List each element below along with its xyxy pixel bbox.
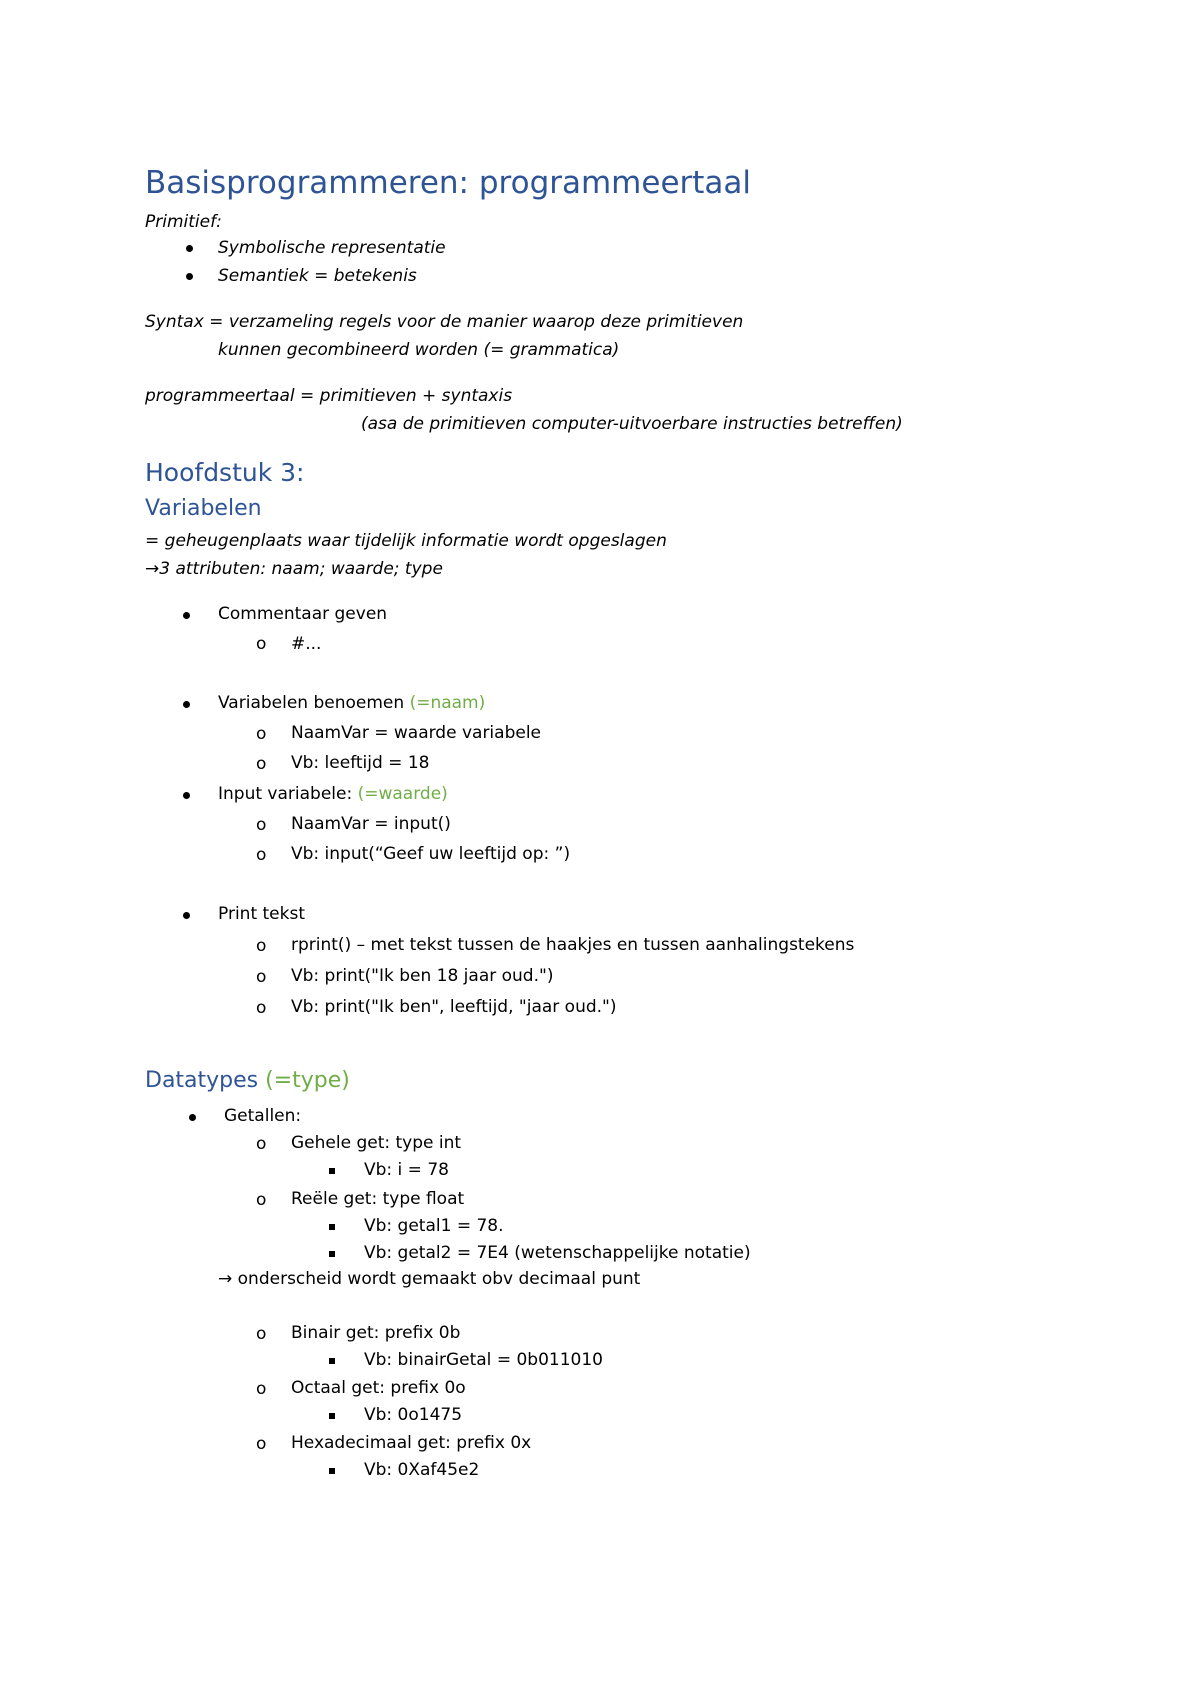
circle-bullet-icon: o xyxy=(256,1190,267,1210)
list-item: Commentaar geven xyxy=(218,604,388,624)
arrow-icon: → xyxy=(218,1269,233,1289)
list-item: #... xyxy=(291,634,322,654)
primitief-label: Primitief: xyxy=(145,212,222,232)
square-bullet-icon xyxy=(329,1468,335,1474)
section-heading: Variabelen xyxy=(145,496,262,521)
circle-bullet-icon: o xyxy=(256,1379,267,1399)
list-item: Vb: 0Xaf45e2 xyxy=(364,1460,480,1480)
programmeertaal-line: programmeertaal = primitieven + syntaxis xyxy=(145,386,513,406)
circle-bullet-icon: o xyxy=(256,998,267,1018)
variabelen-attributes: →3 attributen: naam; waarde; type xyxy=(145,559,443,579)
circle-bullet-icon: o xyxy=(256,1434,267,1454)
list-item: Variabelen benoemen (=naam) xyxy=(218,693,486,713)
circle-bullet-icon: o xyxy=(256,967,267,987)
bullet-icon xyxy=(186,245,193,252)
list-item: NaamVar = waarde variabele xyxy=(291,723,542,743)
list-item: Reële get: type float xyxy=(291,1189,465,1209)
bullet-icon xyxy=(189,1114,196,1121)
circle-bullet-icon: o xyxy=(256,754,267,774)
programmeertaal-line: (asa de primitieven computer-uitvoerbare instructies betreffen) xyxy=(361,414,903,434)
list-item: rprint() – met tekst tussen de haakjes en tussen aanhalingstekens xyxy=(291,935,855,955)
list-item: Vb: binairGetal = 0b011010 xyxy=(364,1350,603,1370)
list-item: NaamVar = input() xyxy=(291,814,451,834)
list-item: Vb: print("Ik ben 18 jaar oud.") xyxy=(291,966,554,986)
bullet-icon xyxy=(183,612,190,619)
list-item: Getallen: xyxy=(224,1106,302,1126)
circle-bullet-icon: o xyxy=(256,1324,267,1344)
circle-bullet-icon: o xyxy=(256,815,267,835)
square-bullet-icon xyxy=(329,1168,335,1174)
circle-bullet-icon: o xyxy=(256,845,267,865)
list-item: Semantiek = betekenis xyxy=(218,266,417,286)
chapter-heading: Hoofdstuk 3: xyxy=(145,458,305,487)
bullet-icon xyxy=(183,701,190,708)
square-bullet-icon xyxy=(329,1413,335,1419)
list-item: Vb: 0o1475 xyxy=(364,1405,463,1425)
circle-bullet-icon: o xyxy=(256,634,267,654)
syntax-line: Syntax = verzameling regels voor de manier waarop deze primitieven xyxy=(145,312,744,332)
list-item: Print tekst xyxy=(218,904,306,924)
circle-bullet-icon: o xyxy=(256,1134,267,1154)
variabelen-definition: = geheugenplaats waar tijdelijk informatie wordt opgeslagen xyxy=(145,531,667,551)
list-item: Vb: getal2 = 7E4 (wetenschappelijke notatie) xyxy=(364,1243,751,1263)
list-item: Vb: input(“Geef uw leeftijd op: ”) xyxy=(291,844,571,864)
list-item: Gehele get: type int xyxy=(291,1133,462,1153)
circle-bullet-icon: o xyxy=(256,724,267,744)
syntax-line: kunnen gecombineerd worden (= grammatica) xyxy=(218,340,620,360)
page-title: Basisprogrammeren: programmeertaal xyxy=(145,165,752,201)
arrow-icon: → xyxy=(145,559,160,579)
square-bullet-icon xyxy=(329,1251,335,1257)
list-item: Vb: getal1 = 78. xyxy=(364,1216,504,1236)
square-bullet-icon xyxy=(329,1358,335,1364)
bullet-icon xyxy=(183,792,190,799)
list-item: Input variabele: (=waarde) xyxy=(218,784,448,804)
bullet-icon xyxy=(183,912,190,919)
list-item: Octaal get: prefix 0o xyxy=(291,1378,466,1398)
list-item: Vb: i = 78 xyxy=(364,1160,449,1180)
circle-bullet-icon: o xyxy=(256,936,267,956)
bullet-icon xyxy=(186,273,193,280)
list-item: Symbolische representatie xyxy=(218,238,446,258)
square-bullet-icon xyxy=(329,1224,335,1230)
list-item: Binair get: prefix 0b xyxy=(291,1323,461,1343)
note-line: → onderscheid wordt gemaakt obv decimaal punt xyxy=(218,1269,641,1289)
section-heading: Datatypes (=type) xyxy=(145,1068,350,1093)
list-item: Vb: leeftijd = 18 xyxy=(291,753,430,773)
list-item: Hexadecimaal get: prefix 0x xyxy=(291,1433,532,1453)
list-item: Vb: print("Ik ben", leeftijd, "jaar oud.") xyxy=(291,997,617,1017)
